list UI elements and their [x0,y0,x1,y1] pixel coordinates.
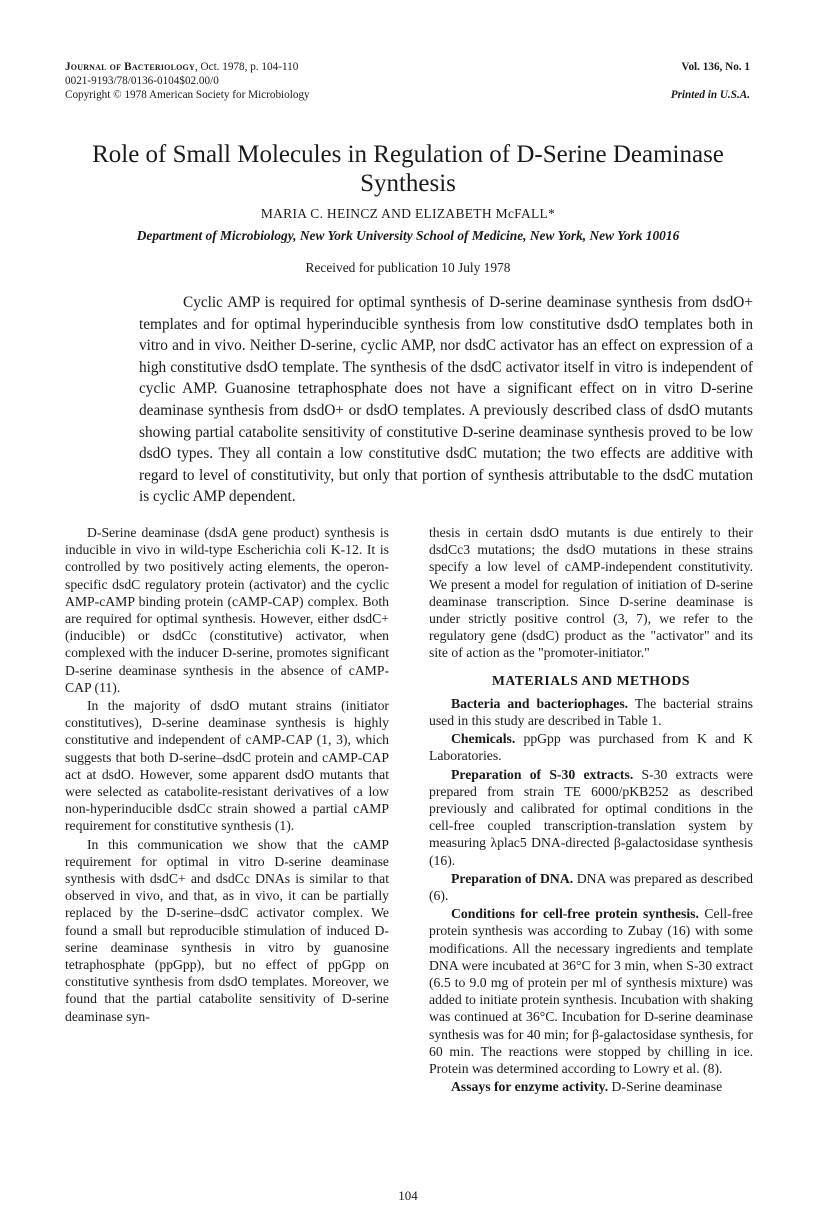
journal-citation [65,60,310,74]
run-in-heading: Assays for enzyme activity. [451,1079,609,1095]
affiliation: Department of Microbiology, New York University School of Medicine, New York, New York 10016 [136,228,680,243]
run-in-heading: Preparation of DNA. [451,870,574,886]
body-column-left [65,524,389,1025]
running-header-left [65,60,310,103]
section-heading: MATERIALS AND METHODS [491,672,691,688]
methods-paragraph [429,870,753,904]
received-date: Received for publication 10 July 1978 [305,260,511,275]
printed-in: Printed in U.S.A. [670,89,750,102]
paragraph-text: ppGpp was purchased from K and K Laboratories. [429,731,753,764]
methods-paragraph [429,766,753,869]
run-in-heading: Conditions for cell-free protein synthesis. [451,906,699,922]
abstract: Cyclic AMP is required for optimal synthesis of D-serine deaminase synthesis from dsdO+ templates and for optimal hyperinducible synthesis from low constitutive dsdO templates both in vitro and in vivo. Neither D-serine, cyclic AMP, nor dsdC activator has an effect on expression of a high constitutive dsdO template. The synthesis of the dsdC activator itself in vitro is independent of cyclic AMP. Guanosine tetraphosphate does not have a significant effect on in vitro D-serine deaminase synthesis from dsdO+ or dsdO templates. A previously described class of dsdO mutants showing partial catabolite sensitivity of constitutive D-serine deaminase synthesis proved to be low dsdO types. They all contain a low constitutive dsdC mutation; the two effects are additive with regard to level of constitutivity, but only that portion of synthesis attributable to the dsdC mutation is cyclic AMP dependent. [139,294,753,506]
paragraph-text: The bacterial strains used in this study are described in Table 1. [429,695,753,729]
run-in-heading: Chemicals. [451,731,516,747]
paragraph: In the majority of dsdO mutant strains (initiator constitutives), D-serine deaminase synthesis is highly constitutive and independent of cAMP-CAP (1, 3), which suggests that both D-serine–dsdC protein and cAMP-CAP act at dsdO. However, some apparent dsdO mutants that were selected as catabolite-resistant derivatives of a low non-hyperinducible dsdCc strain showed a partial cAMP requirement for constitutive synthesis (1). [65,698,389,834]
title-line-1: Role of Small Molecules in Regulation of D-Serine Deaminase [92,141,724,168]
run-in-heading: Bacteria and bacteriophages. [451,695,629,711]
copyright-line: Copyright © 1978 American Society for Microbiology [65,89,310,102]
methods-paragraph [429,730,753,764]
paragraph-text: D-Serine deaminase [608,1079,723,1095]
volume-info: Vol. 136, No. 1 [681,61,750,73]
paragraph: In this communication we show that the cAMP requirement for optimal in vitro D-serine deaminase synthesis with dsdC+ and dsdCc DNAs is similar to that observed in vivo, and that, as in vivo, it can be partially replaced by the D-serine–dsdC activator complex. We found a small but reproducible stimulation of induced D-serine deaminase synthesis in vitro by guanosine tetraphosphate (ppGpp), but no effect of ppGpp on constitutive synthesis from dsdO templates. Moreover, we found that the partial catabolite sensitivity of D-serine deaminase syn- [65,836,389,1024]
methods-paragraph [429,695,753,729]
paragraph: D-Serine deaminase (dsdA gene product) synthesis is inducible in vivo in wild-type Escherichia coli K-12. It is controlled by two positively acting elements, the operon-specific dsdC regulatory protein (activator) and the cyclic AMP-cAMP binding protein (cAMP-CAP) complex. Both are required for optimal synthesis. However, either dsdC+ (inducible) or dsdCc (constitutive) activator, when complexed with the inducer D-serine, promotes significant D-serine deaminase synthesis in the absence of cAMP-CAP (11). [65,525,389,695]
methods-paragraph [429,905,753,1077]
paragraph-text: S-30 extracts were prepared from strain TE 6000/pKB252 as described previously and calibrated for optimal conditions in the cell-free coupled transcription-translation system by measuring λplac5 DNA-directed β-galactosidase synthesis (16). [429,766,754,868]
title-line-2: Synthesis [360,170,456,197]
paragraph: thesis in certain dsdO mutants is due entirely to their dsdCc3 mutations; the dsdO mutations in these strains specify a low level of cAMP-independent constitutivity. We present a model for regulation of initiation of D-serine deaminase transcription. Since D-serine deaminase is under strictly positive control (3, 7), we refer to the regulatory gene (dsdC) product as the "activator" and its site of action as the "promoter-initiator." [429,525,753,661]
run-in-heading: Preparation of S-30 extracts. [451,766,634,782]
running-header-right [671,60,750,102]
journal-name: Journal of Bacteriology [65,61,195,73]
article-title [40,140,776,198]
paragraph-text: Cell-free protein synthesis was according to Zubay (16) with some modifications. All the necessary ingredients and template DNA were incubated at 36°C for 3 min, when S-30 extract (6.5 to 9.0 mg of protein per ml of synthesis mixture) was added to initiate protein synthesis. Incubation with shaking was continued at 36°C. Incubation for D-serine deaminase synthesis was for 40 min; for β-galactosidase synthesis, for 60 min. The reactions were stopped by chilling in ice. Protein was determined according to Lowry et al. (8). [429,906,754,1077]
issue-info: , Oct. 1978, p. 104-110 [194,61,299,73]
page-number: 104 [398,1188,418,1203]
article-code: 0021-9193/78/0136-0104$02.00/0 [65,75,219,88]
methods-paragraph [429,1078,753,1095]
body-column-right [429,524,753,1096]
paragraph-text: DNA was prepared as described (6). [429,870,753,904]
authors: MARIA C. HEINCZ AND ELIZABETH McFALL* [260,206,556,221]
